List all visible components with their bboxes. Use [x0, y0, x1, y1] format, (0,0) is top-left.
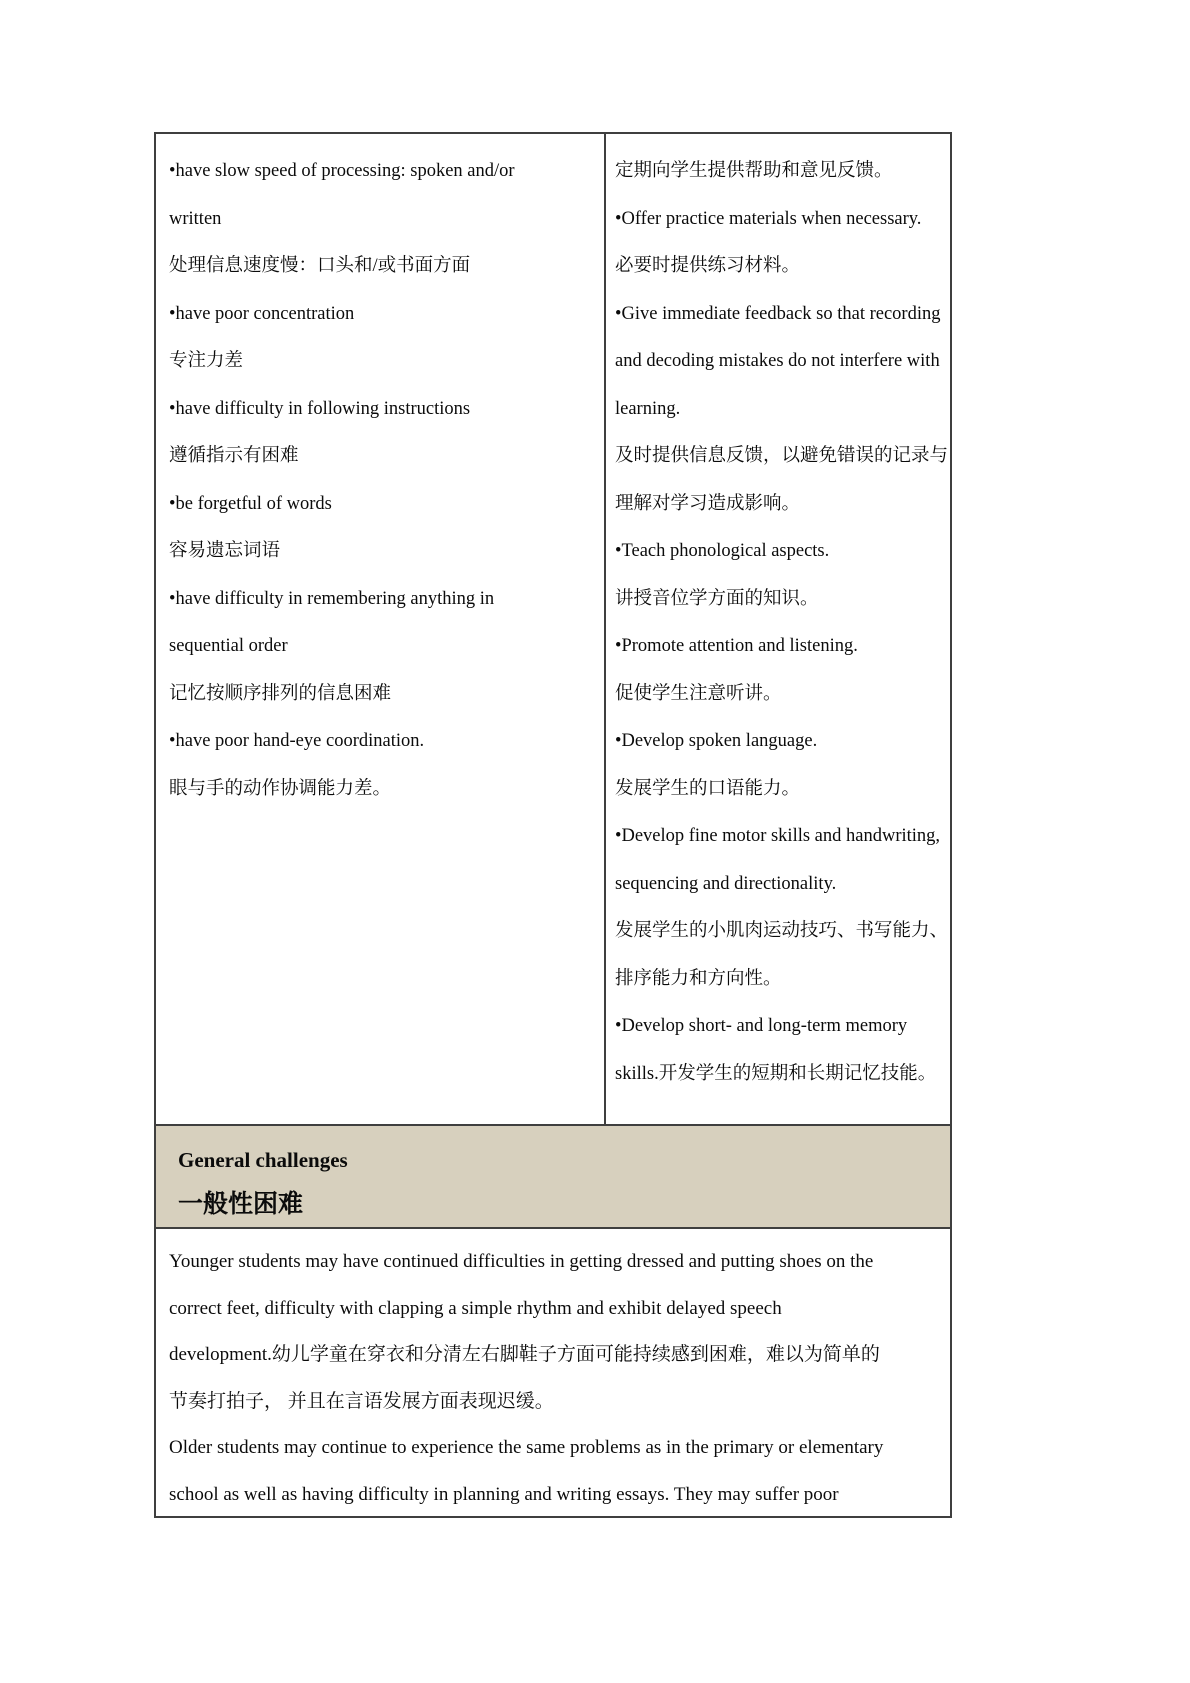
- text-line: 定期向学生提供帮助和意见反馈。: [615, 161, 893, 181]
- text-line: •have slow speed of processing: spoken and/or: [169, 161, 515, 181]
- text-line: 遵循指示有困难: [169, 446, 299, 466]
- text-line: •Teach phonological aspects.: [615, 541, 830, 561]
- text-line: 必要时提供练习材料。: [615, 256, 801, 276]
- text-line: •have poor concentration: [169, 303, 355, 324]
- text-line: •Promote attention and listening.: [615, 636, 858, 656]
- strategies-column: [606, 134, 950, 1124]
- general-challenges-header-row: [156, 1126, 950, 1229]
- text-line: 专注力差: [169, 351, 244, 371]
- text-line: and decoding mistakes do not interfere with: [615, 351, 940, 371]
- table-row-columns: [156, 134, 950, 1126]
- text-line: correct feet, difficulty with clapping a simple rhythm and exhibit delayed speech: [169, 1297, 782, 1319]
- text-line: •have difficulty in remembering anything in: [169, 588, 495, 609]
- text-line: •Develop spoken language.: [615, 731, 818, 751]
- text-line: 理解对学习造成影响。: [615, 493, 801, 514]
- text-line: •be forgetful of words: [169, 493, 332, 514]
- text-line: sequential order: [169, 636, 288, 656]
- text-line: 促使学生注意听讲。: [615, 683, 782, 704]
- section-title-chinese: 一般性困难: [178, 1191, 304, 1218]
- text-line: 节奏打拍子， 并且在言语发展方面表现迟缓。: [169, 1390, 554, 1412]
- text-line: sequencing and directionality.: [615, 873, 837, 894]
- difficulties-strategies-table: [154, 132, 952, 1518]
- text-line: 容易遗忘词语: [169, 541, 281, 561]
- text-line: •Offer practice materials when necessary.: [615, 208, 922, 229]
- text-line: •have poor hand-eye coordination.: [169, 731, 425, 751]
- text-line: 发展学生的口语能力。: [615, 778, 801, 799]
- text-line: learning.: [615, 398, 681, 419]
- text-line: 处理信息速度慢：口头和/或书面方面: [169, 256, 471, 276]
- text-line: development.幼儿学童在穿衣和分清左右脚鞋子方面可能持续感到困难，难以为简单的: [169, 1344, 880, 1365]
- text-line: 记忆按顺序排列的信息困难: [169, 683, 392, 704]
- text-line: •have difficulty in following instructions: [169, 398, 471, 419]
- text-line: 及时提供信息反馈，以避免错误的记录与: [615, 446, 949, 466]
- text-line: Younger students may have continued difficulties in getting dressed and putting shoes on the: [169, 1251, 874, 1272]
- text-line: written: [169, 208, 222, 229]
- general-challenges-body: [156, 1229, 950, 1516]
- text-line: school as well as having difficulty in planning and writing essays. They may suffer poor: [169, 1483, 839, 1505]
- text-line: •Give immediate feedback so that recording: [615, 303, 941, 324]
- text-line: skills.开发学生的短期和长期记忆技能。: [615, 1063, 937, 1084]
- text-line: 发展学生的小肌肉运动技巧、书写能力、: [615, 921, 949, 941]
- text-line: 排序能力和方向性。: [615, 968, 782, 989]
- text-line: 讲授音位学方面的知识。: [615, 588, 819, 609]
- section-title-english: General challenges: [178, 1148, 348, 1172]
- text-line: •Develop short- and long-term memory: [615, 1016, 908, 1036]
- text-line: 眼与手的动作协调能力差。: [169, 778, 392, 799]
- difficulties-column: [156, 134, 606, 1124]
- text-line: •Develop fine motor skills and handwriting,: [615, 826, 941, 846]
- text-line: Older students may continue to experience the same problems as in the primary or elementary: [169, 1437, 884, 1458]
